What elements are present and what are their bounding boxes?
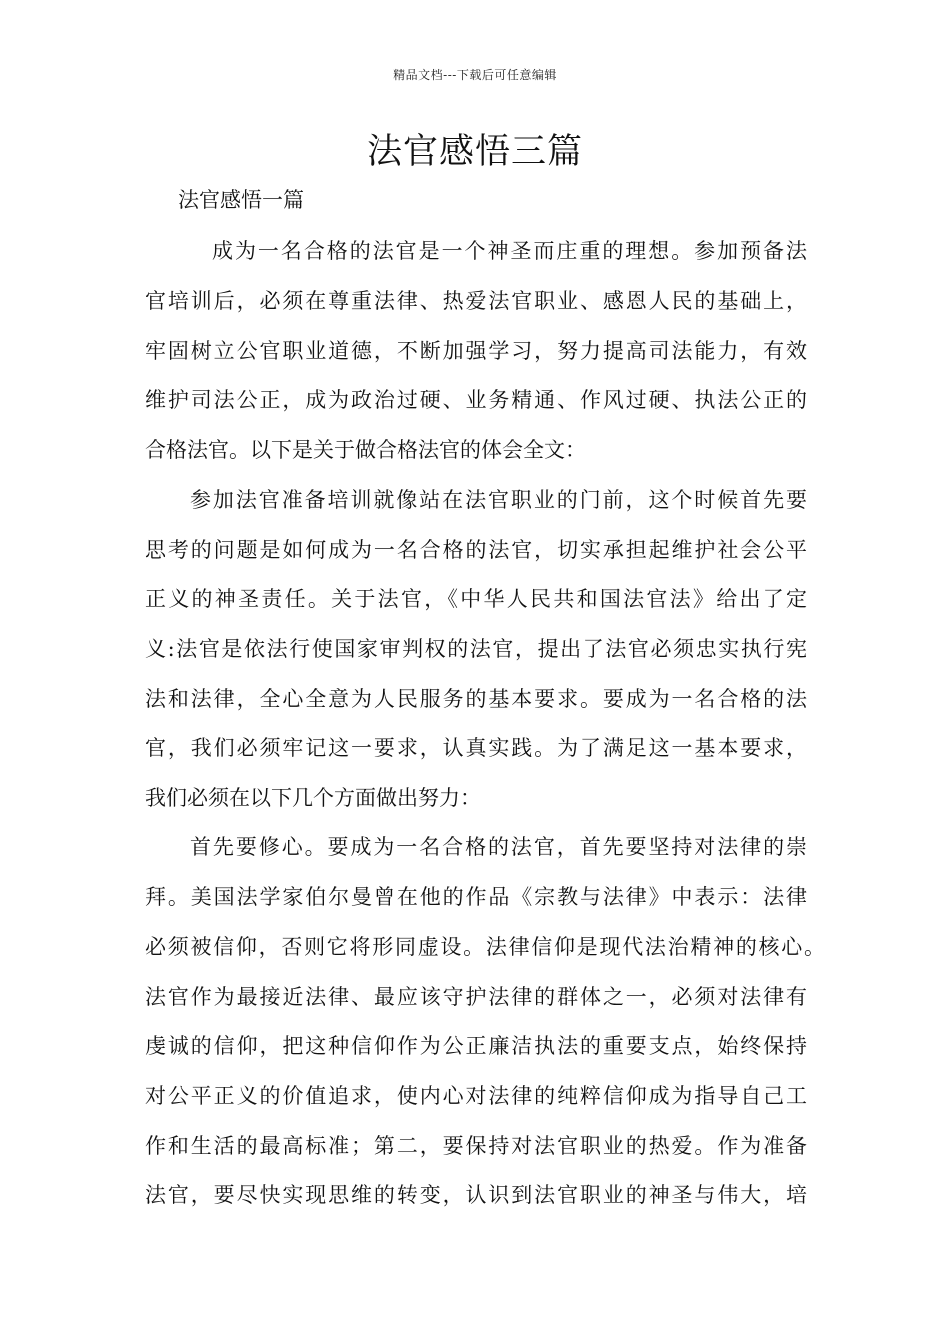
- document-title: 法官感悟三篇: [366, 132, 583, 172]
- body-line: 成为一名合格的法官是一个神圣而庄重的理想。参加预备法: [212, 239, 807, 263]
- body-line: 维护司法公正，成为政治过硬、业务精通、作风过硬、执法公正的: [145, 388, 807, 412]
- body-line: 思考的问题是如何成为一名合格的法官，切实承担起维护社会公平: [145, 538, 807, 562]
- body-line: 作和生活的最高标准；第二，要保持对法官职业的热爱。作为准备: [145, 1134, 807, 1158]
- body-line: 官培训后，必须在尊重法律、热爱法官职业、感恩人民的基础上，: [145, 289, 807, 313]
- body-line: 法官作为最接近法律、最应该守护法律的群体之一，必须对法律有: [145, 985, 807, 1009]
- section-subtitle: 法官感悟一篇: [178, 188, 304, 212]
- body-line: 法官，要尽快实现思维的转变，认识到法官职业的神圣与伟大，培: [145, 1183, 807, 1207]
- body-line: 义:法官是依法行使国家审判权的法官，提出了法官必须忠实执行宪: [145, 637, 807, 661]
- body-line: 对公平正义的价值追求，使内心对法律的纯粹信仰成为指导自己工: [145, 1084, 807, 1108]
- header-note: 精品文档---下载后可任意编辑: [393, 68, 557, 82]
- body-line: 合格法官。以下是关于做合格法官的体会全文：: [145, 438, 586, 462]
- body-line: 拜。美国法学家伯尔曼曾在他的作品《宗教与法律》中表示：法律: [145, 885, 807, 909]
- body-line: 虔诚的信仰，把这种信仰作为公正廉洁执法的重要支点，始终保持: [145, 1034, 807, 1058]
- body-line: 参加法官准备培训就像站在法官职业的门前，这个时候首先要: [190, 488, 807, 512]
- body-line: 正义的神圣责任。关于法官，《中华人民共和国法官法》给出了定: [145, 587, 807, 611]
- body-line: 官，我们必须牢记这一要求，认真实践。为了满足这一基本要求，: [145, 736, 807, 760]
- body-line: 首先要修心。要成为一名合格的法官，首先要坚持对法律的崇: [190, 835, 807, 859]
- body-line: 必须被信仰，否则它将形同虚设。法律信仰是现代法治精神的核心。: [145, 935, 825, 959]
- body-line: 我们必须在以下几个方面做出努力：: [145, 786, 481, 810]
- body-line: 法和法律，全心全意为人民服务的基本要求。要成为一名合格的法: [145, 687, 807, 711]
- body-line: 牢固树立公官职业道德，不断加强学习，努力提高司法能力，有效: [145, 339, 807, 363]
